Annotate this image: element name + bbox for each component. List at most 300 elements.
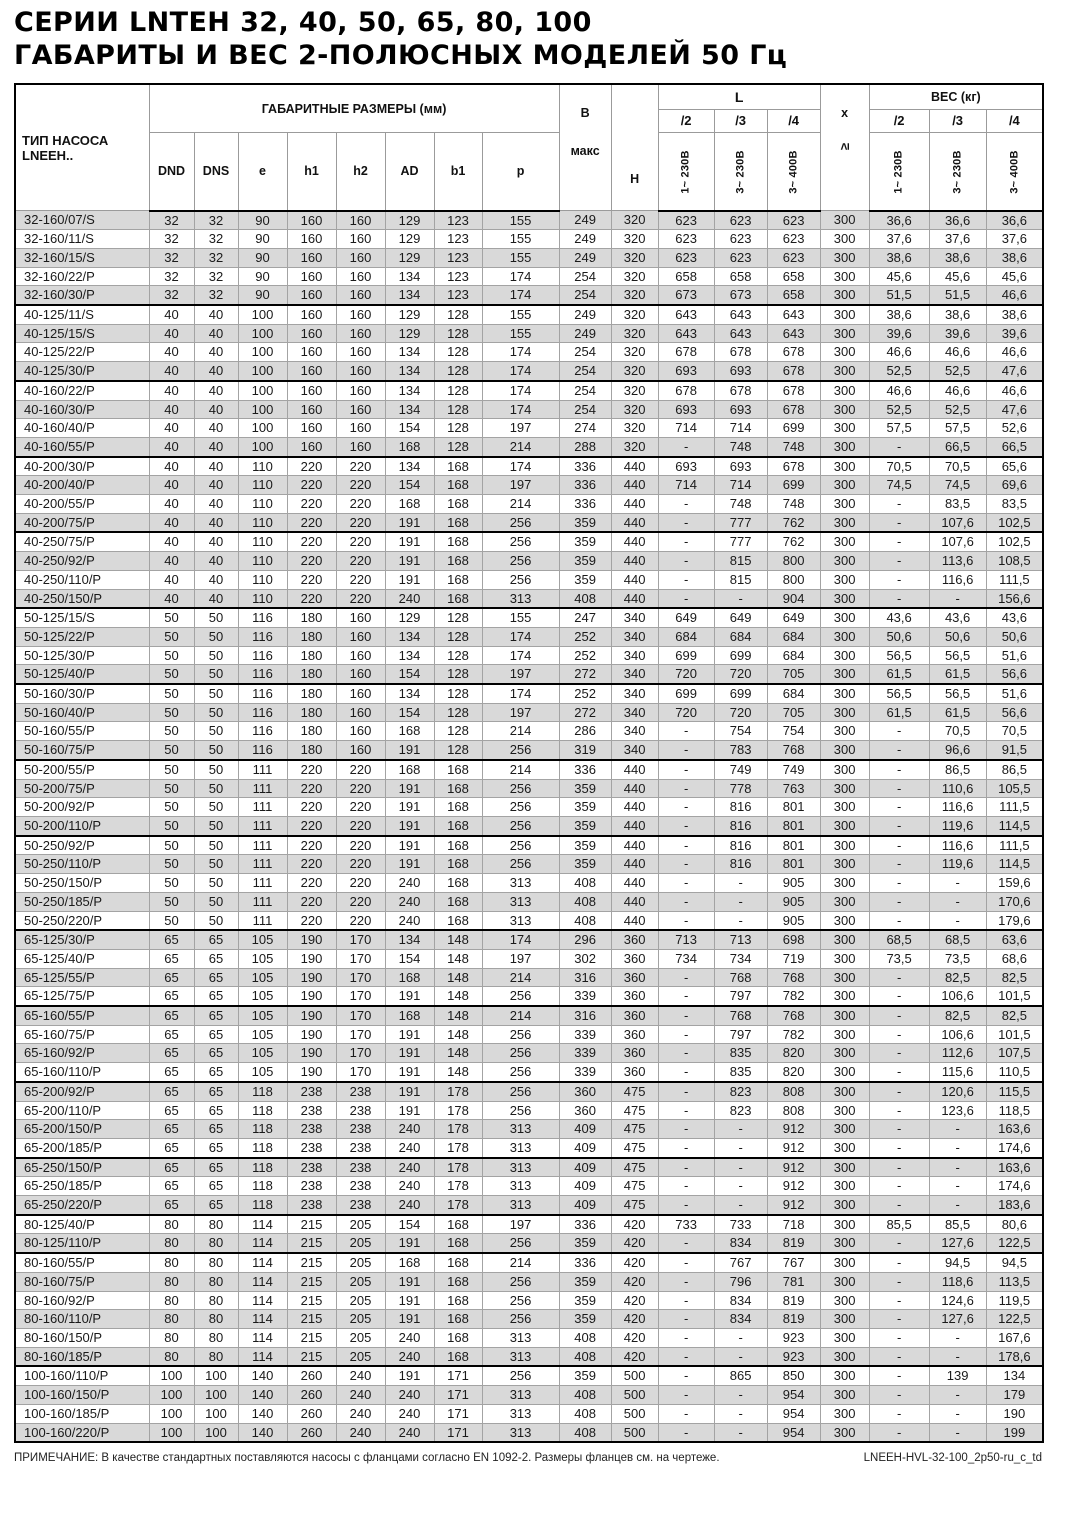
value-cell: 240 <box>385 1404 434 1423</box>
table-row <box>15 457 1043 476</box>
value-cell: 274 <box>559 419 611 438</box>
value-cell: 409 <box>559 1177 611 1196</box>
value-cell: 658 <box>767 286 820 305</box>
table-row <box>15 211 1043 230</box>
value-cell: 111,5 <box>986 836 1043 855</box>
value-cell: - <box>869 968 929 987</box>
value-cell: 220 <box>336 532 385 551</box>
value-cell: 658 <box>714 267 767 286</box>
value-cell: 300 <box>820 305 869 324</box>
value-cell: 678 <box>658 381 714 400</box>
value-cell: 475 <box>611 1196 658 1215</box>
pump-model-cell: 40-200/40/P <box>15 476 149 495</box>
value-cell: 105,5 <box>986 779 1043 798</box>
value-cell: 111 <box>238 817 287 836</box>
value-cell: 160 <box>336 741 385 760</box>
value-cell: 40 <box>194 343 238 362</box>
value-cell: 705 <box>767 665 820 684</box>
value-cell: 313 <box>482 1138 559 1157</box>
value-cell: 272 <box>559 665 611 684</box>
value-cell: 119,5 <box>986 1291 1043 1310</box>
value-cell: 118 <box>238 1101 287 1120</box>
value-cell: - <box>658 1006 714 1025</box>
value-cell: 300 <box>820 1025 869 1044</box>
value-cell: 51,6 <box>986 684 1043 703</box>
value-cell: - <box>658 1404 714 1423</box>
value-cell: 156,6 <box>986 589 1043 608</box>
value-cell: 38,6 <box>869 305 929 324</box>
value-cell: 240 <box>385 589 434 608</box>
value-cell: 174 <box>482 627 559 646</box>
value-cell: 300 <box>820 1386 869 1405</box>
value-cell: - <box>869 1366 929 1385</box>
value-cell: 32 <box>194 248 238 267</box>
value-cell: - <box>658 1347 714 1366</box>
value-cell: 359 <box>559 817 611 836</box>
value-cell: - <box>714 892 767 911</box>
value-cell: 160 <box>287 362 336 381</box>
table-row <box>15 1082 1043 1101</box>
value-cell: - <box>869 1328 929 1347</box>
value-cell: 134 <box>385 362 434 381</box>
table-row <box>15 1310 1043 1329</box>
value-cell: 50 <box>194 855 238 874</box>
value-cell: 40 <box>149 457 194 476</box>
value-cell: 155 <box>482 305 559 324</box>
value-cell: 160 <box>336 646 385 665</box>
table-row <box>15 817 1043 836</box>
value-cell: 32 <box>149 248 194 267</box>
pump-model-cell: 80-160/185/P <box>15 1347 149 1366</box>
value-cell: - <box>869 1006 929 1025</box>
value-cell: 110 <box>238 532 287 551</box>
value-cell: 180 <box>287 608 336 627</box>
value-cell: 80 <box>149 1253 194 1272</box>
value-cell: - <box>658 437 714 456</box>
value-cell: 240 <box>336 1423 385 1442</box>
pump-model-cell: 65-250/185/P <box>15 1177 149 1196</box>
col-group-dimensions: ГАБАРИТНЫЕ РАЗМЕРЫ (мм) <box>149 84 559 133</box>
value-cell: 678 <box>767 400 820 419</box>
value-cell: 128 <box>434 703 482 722</box>
value-cell: 50 <box>194 798 238 817</box>
value-cell: - <box>658 1025 714 1044</box>
value-cell: 835 <box>714 1063 767 1082</box>
table-row <box>15 892 1043 911</box>
value-cell: 160 <box>336 400 385 419</box>
pump-model-cell: 40-250/150/P <box>15 589 149 608</box>
value-cell: - <box>869 1082 929 1101</box>
value-cell: 359 <box>559 532 611 551</box>
value-cell: 40 <box>194 457 238 476</box>
value-cell: 420 <box>611 1328 658 1347</box>
value-cell: 240 <box>385 1196 434 1215</box>
value-cell: 360 <box>611 949 658 968</box>
value-cell: 38,6 <box>869 248 929 267</box>
pump-model-cell: 50-200/92/P <box>15 798 149 817</box>
value-cell: 168 <box>434 532 482 551</box>
value-cell: 111 <box>238 836 287 855</box>
value-cell: 50 <box>194 817 238 836</box>
value-cell: 112,6 <box>929 1044 986 1063</box>
value-cell: - <box>658 855 714 874</box>
value-cell: 160 <box>336 362 385 381</box>
value-cell: 124,6 <box>929 1291 986 1310</box>
value-cell: 783 <box>714 741 767 760</box>
value-cell: 820 <box>767 1063 820 1082</box>
value-cell: 300 <box>820 1158 869 1177</box>
value-cell: 313 <box>482 1347 559 1366</box>
value-cell: 905 <box>767 892 820 911</box>
value-cell: 40 <box>149 419 194 438</box>
value-cell: 160 <box>287 286 336 305</box>
value-cell: 240 <box>385 1423 434 1442</box>
value-cell: 256 <box>482 1310 559 1329</box>
value-cell: 96,6 <box>929 741 986 760</box>
value-cell: 160 <box>287 248 336 267</box>
value-cell: 215 <box>287 1272 336 1291</box>
value-cell: - <box>658 570 714 589</box>
value-cell: 912 <box>767 1120 820 1139</box>
value-cell: 238 <box>336 1101 385 1120</box>
value-cell: 300 <box>820 703 869 722</box>
value-cell: 174,6 <box>986 1177 1043 1196</box>
value-cell: 51,5 <box>869 286 929 305</box>
value-cell: 100 <box>194 1386 238 1405</box>
value-cell: 359 <box>559 836 611 855</box>
col-header-h <box>611 84 658 211</box>
value-cell: 114 <box>238 1291 287 1310</box>
value-cell: 420 <box>611 1234 658 1253</box>
value-cell: 50 <box>149 798 194 817</box>
value-cell: 38,6 <box>986 305 1043 324</box>
value-cell: 129 <box>385 608 434 627</box>
value-cell: 36,6 <box>929 211 986 230</box>
value-cell: 80 <box>149 1272 194 1291</box>
value-cell: 43,6 <box>869 608 929 627</box>
value-cell: 300 <box>820 1347 869 1366</box>
value-cell: 205 <box>336 1215 385 1234</box>
value-cell: 134 <box>385 400 434 419</box>
value-cell: 340 <box>611 608 658 627</box>
pump-model-cell: 40-125/11/S <box>15 305 149 324</box>
value-cell: 300 <box>820 1366 869 1385</box>
value-cell: 249 <box>559 248 611 267</box>
value-cell: 134 <box>986 1366 1043 1385</box>
value-cell: 420 <box>611 1310 658 1329</box>
value-cell: 191 <box>385 855 434 874</box>
value-cell: 50 <box>194 741 238 760</box>
value-cell: 339 <box>559 987 611 1006</box>
value-cell: 168 <box>434 1310 482 1329</box>
value-cell: 39,6 <box>986 324 1043 343</box>
value-cell: 40 <box>194 362 238 381</box>
value-cell: 440 <box>611 476 658 495</box>
value-cell: 197 <box>482 949 559 968</box>
value-cell: 440 <box>611 779 658 798</box>
value-cell: 118 <box>238 1120 287 1139</box>
value-cell: 160 <box>287 230 336 249</box>
value-cell: 300 <box>820 381 869 400</box>
value-cell: 300 <box>820 855 869 874</box>
value-cell: 214 <box>482 760 559 779</box>
pump-model-cell: 50-250/92/P <box>15 836 149 855</box>
value-cell: 100 <box>238 381 287 400</box>
value-cell: 51,6 <box>986 646 1043 665</box>
value-cell: 339 <box>559 1044 611 1063</box>
value-cell: 51,5 <box>929 286 986 305</box>
value-cell: 191 <box>385 1291 434 1310</box>
value-cell: 190 <box>287 1044 336 1063</box>
value-cell: 339 <box>559 1063 611 1082</box>
value-cell: - <box>869 1347 929 1366</box>
value-cell: 296 <box>559 930 611 949</box>
value-cell: 50,6 <box>929 627 986 646</box>
col-header-l4: /4 <box>767 109 820 133</box>
table-row <box>15 911 1043 930</box>
value-cell: - <box>658 1310 714 1329</box>
value-cell: - <box>869 722 929 741</box>
value-cell: 160 <box>287 381 336 400</box>
value-cell: 168 <box>434 1253 482 1272</box>
pump-model-cell: 40-160/40/P <box>15 419 149 438</box>
value-cell: 420 <box>611 1215 658 1234</box>
value-cell: 240 <box>385 1347 434 1366</box>
value-cell: 100 <box>238 437 287 456</box>
value-cell: 56,5 <box>929 684 986 703</box>
value-cell: 300 <box>820 248 869 267</box>
col-header-dns: DNS <box>194 133 238 211</box>
value-cell: - <box>658 798 714 817</box>
table-row <box>15 1025 1043 1044</box>
value-cell: 170 <box>336 1025 385 1044</box>
value-cell: 148 <box>434 1025 482 1044</box>
value-cell: 643 <box>767 305 820 324</box>
value-cell: 160 <box>336 722 385 741</box>
value-cell: 191 <box>385 1044 434 1063</box>
table-body <box>15 211 1043 1443</box>
value-cell: 134 <box>385 381 434 400</box>
value-cell: 50 <box>149 608 194 627</box>
value-cell: 148 <box>434 930 482 949</box>
value-cell: 768 <box>767 741 820 760</box>
value-cell: 238 <box>287 1138 336 1157</box>
value-cell: 475 <box>611 1101 658 1120</box>
value-cell: 56,5 <box>869 646 929 665</box>
value-cell: - <box>929 1404 986 1423</box>
value-cell: 50 <box>149 817 194 836</box>
value-cell: 191 <box>385 741 434 760</box>
value-cell: 340 <box>611 627 658 646</box>
value-cell: 249 <box>559 211 611 230</box>
value-cell: 120,6 <box>929 1082 986 1101</box>
value-cell: 684 <box>767 646 820 665</box>
value-cell: 316 <box>559 1006 611 1025</box>
pump-model-cell: 40-250/92/P <box>15 552 149 571</box>
value-cell: 190 <box>287 949 336 968</box>
value-cell: 699 <box>714 646 767 665</box>
value-cell: 110 <box>238 476 287 495</box>
value-cell: 180 <box>287 665 336 684</box>
value-cell: 160 <box>287 267 336 286</box>
table-row <box>15 437 1043 456</box>
value-cell: 240 <box>385 911 434 930</box>
value-cell: 50,6 <box>869 627 929 646</box>
table-row <box>15 495 1043 514</box>
pump-model-cell: 50-250/220/P <box>15 911 149 930</box>
value-cell: 260 <box>287 1366 336 1385</box>
value-cell: 110 <box>238 570 287 589</box>
value-cell: - <box>658 1120 714 1139</box>
value-cell: 50 <box>149 703 194 722</box>
value-cell: 300 <box>820 267 869 286</box>
value-cell: - <box>658 495 714 514</box>
value-cell: 912 <box>767 1196 820 1215</box>
value-cell: 238 <box>287 1177 336 1196</box>
value-cell: 65 <box>194 1025 238 1044</box>
value-cell: 191 <box>385 1063 434 1082</box>
value-cell: 40 <box>149 513 194 532</box>
value-cell: 61,5 <box>929 665 986 684</box>
value-cell: 699 <box>714 684 767 703</box>
value-cell: 50,6 <box>986 627 1043 646</box>
value-cell: 256 <box>482 987 559 1006</box>
value-cell: 180 <box>287 627 336 646</box>
value-cell: 100 <box>149 1423 194 1442</box>
value-cell: 256 <box>482 532 559 551</box>
value-cell: 643 <box>767 324 820 343</box>
value-cell: 100 <box>238 400 287 419</box>
value-cell: 40 <box>149 589 194 608</box>
value-cell: 106,6 <box>929 987 986 1006</box>
table-row <box>15 930 1043 949</box>
value-cell: 168 <box>434 1347 482 1366</box>
value-cell: 171 <box>434 1386 482 1405</box>
value-cell: 797 <box>714 987 767 1006</box>
value-cell: 36,6 <box>986 211 1043 230</box>
value-cell: 114 <box>238 1253 287 1272</box>
value-cell: 220 <box>287 779 336 798</box>
col-header-dnd: DND <box>149 133 194 211</box>
value-cell: 215 <box>287 1328 336 1347</box>
value-cell: 214 <box>482 1253 559 1272</box>
value-cell: 220 <box>287 589 336 608</box>
value-cell: 116 <box>238 665 287 684</box>
value-cell: 80 <box>194 1310 238 1329</box>
value-cell: 40 <box>149 324 194 343</box>
value-cell: 114 <box>238 1347 287 1366</box>
table-row <box>15 1101 1043 1120</box>
pump-model-cell: 50-160/30/P <box>15 684 149 703</box>
col-header-w4-voltage: 3~ 400В <box>986 133 1043 211</box>
value-cell: 32 <box>194 230 238 249</box>
value-cell: 160 <box>336 437 385 456</box>
value-cell: 300 <box>820 211 869 230</box>
value-cell: 50 <box>149 779 194 798</box>
value-cell: - <box>869 552 929 571</box>
value-cell: 80 <box>194 1215 238 1234</box>
value-cell: 220 <box>287 495 336 514</box>
value-cell: - <box>658 1082 714 1101</box>
value-cell: 56,5 <box>929 646 986 665</box>
value-cell: 40 <box>194 495 238 514</box>
value-cell: 160 <box>287 343 336 362</box>
value-cell: - <box>869 987 929 1006</box>
value-cell: 128 <box>434 343 482 362</box>
value-cell: 170 <box>336 968 385 987</box>
col-header-w2: /2 <box>869 109 929 133</box>
value-cell: 116,6 <box>929 570 986 589</box>
value-cell: 767 <box>767 1253 820 1272</box>
value-cell: 168 <box>385 722 434 741</box>
value-cell: 107,6 <box>929 513 986 532</box>
value-cell: - <box>658 513 714 532</box>
value-cell: 114 <box>238 1215 287 1234</box>
value-cell: 50 <box>194 646 238 665</box>
value-cell: 693 <box>714 457 767 476</box>
value-cell: 256 <box>482 817 559 836</box>
value-cell: 256 <box>482 1291 559 1310</box>
value-cell: 74,5 <box>869 476 929 495</box>
value-cell: 80 <box>149 1215 194 1234</box>
value-cell: 420 <box>611 1272 658 1291</box>
value-cell: 214 <box>482 1006 559 1025</box>
value-cell: 440 <box>611 874 658 893</box>
value-cell: 300 <box>820 1101 869 1120</box>
value-cell: 713 <box>714 930 767 949</box>
value-cell: 300 <box>820 779 869 798</box>
value-cell: 313 <box>482 1328 559 1347</box>
value-cell: 168 <box>434 1272 482 1291</box>
table-row <box>15 608 1043 627</box>
value-cell: 440 <box>611 892 658 911</box>
value-cell: - <box>869 1253 929 1272</box>
value-cell: 475 <box>611 1158 658 1177</box>
value-cell: 116 <box>238 627 287 646</box>
value-cell: 111,5 <box>986 570 1043 589</box>
table-header <box>15 84 1043 211</box>
value-cell: 179 <box>986 1386 1043 1405</box>
value-cell: 32 <box>149 267 194 286</box>
value-cell: 50 <box>194 627 238 646</box>
value-cell: 174 <box>482 646 559 665</box>
value-cell: 180 <box>287 741 336 760</box>
value-cell: 240 <box>385 892 434 911</box>
value-cell: 420 <box>611 1347 658 1366</box>
value-cell: 440 <box>611 817 658 836</box>
value-cell: 46,6 <box>986 343 1043 362</box>
value-cell: 163,6 <box>986 1158 1043 1177</box>
value-cell: 300 <box>820 646 869 665</box>
value-cell: 768 <box>714 1006 767 1025</box>
value-cell: 808 <box>767 1082 820 1101</box>
value-cell: 673 <box>658 286 714 305</box>
value-cell: 714 <box>658 476 714 495</box>
value-cell: 440 <box>611 798 658 817</box>
value-cell: 65 <box>194 949 238 968</box>
value-cell: 66,5 <box>929 437 986 456</box>
value-cell: 85,5 <box>869 1215 929 1234</box>
value-cell: 116 <box>238 684 287 703</box>
col-header-ad: AD <box>385 133 434 211</box>
value-cell: - <box>658 741 714 760</box>
value-cell: 409 <box>559 1196 611 1215</box>
x-label: x <box>841 106 849 120</box>
value-cell: 768 <box>767 1006 820 1025</box>
value-cell: 796 <box>714 1272 767 1291</box>
value-cell: 168 <box>385 760 434 779</box>
value-cell: 155 <box>482 608 559 627</box>
